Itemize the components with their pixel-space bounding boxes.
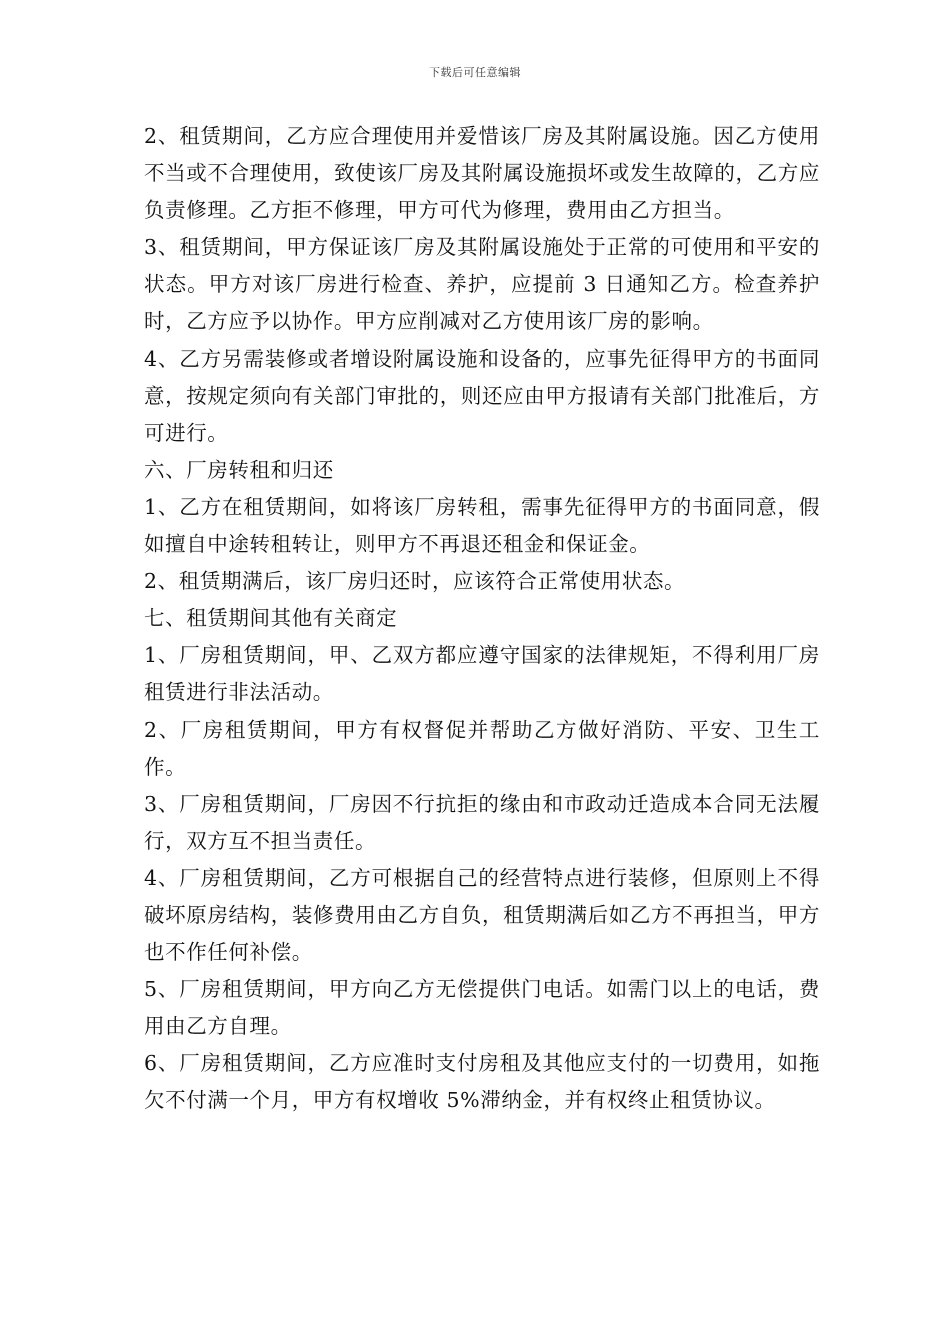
section-heading-7: 七、租赁期间其他有关商定 [144,606,398,631]
clause-7-6: 6、厂房租赁期间，乙方应准时支付房租及其他应支付的一切费用，如拖欠不付满一个月，甲方有权增收 5%滞纳金，并有权终止租赁协议。 [144,1051,820,1113]
section-heading-6: 六、厂房转租和归还 [144,457,334,482]
clause-5-4: 4、乙方另需装修或者增设附属设施和设备的，应事先征得甲方的书面同意，按规定须向有关部门审批的，则还应由甲方报请有关部门批准后，方可进行。 [144,346,820,445]
document-body [144,118,820,1120]
clause-7-1: 1、厂房租赁期间，甲、乙双方都应遵守国家的法律规矩，不得利用厂房租赁进行非法活动。 [144,643,820,705]
clause-5-2: 2、租赁期间，乙方应合理使用并爱惜该厂房及其附属设施。因乙方使用不当或不合理使用，致使该厂房及其附属设施损坏或发生故障的，乙方应负责修理。乙方拒不修理，甲方可代为修理，费用由乙方担当。 [144,124,820,223]
clause-5-3: 3、租赁期间，甲方保证该厂房及其附属设施处于正常的可使用和平安的状态。甲方对该厂房进行检查、养护，应提前 3 日通知乙方。检查养护时，乙方应予以协作。甲方应削减对乙方使用该厂房的影响。 [144,235,820,334]
clause-7-4: 4、厂房租赁期间，乙方可根据自己的经营特点进行装修，但原则上不得破坏原房结构，装修费用由乙方自负，租赁期满后如乙方不再担当，甲方也不作任何补偿。 [144,865,820,965]
clause-6-2: 2、租赁期满后，该厂房归还时，应该符合正常使用状态。 [144,569,686,594]
clause-7-2: 2、厂房租赁期间，甲方有权督促并帮助乙方做好消防、平安、卫生工作。 [144,717,820,779]
clause-6-1: 1、乙方在租赁期间，如将该厂房转租，需事先征得甲方的书面同意，假如擅自中途转租转让，则甲方不再退还租金和保证金。 [144,494,820,557]
clause-7-3: 3、厂房租赁期间，厂房因不行抗拒的缘由和市政动迁造成本合同无法履行，双方互不担当责任。 [144,791,820,853]
clause-7-5: 5、厂房租赁期间，甲方向乙方无偿提供门电话。如需门以上的电话，费用由乙方自理。 [144,977,820,1039]
page-header: 下载后可任意编辑 [429,66,521,79]
